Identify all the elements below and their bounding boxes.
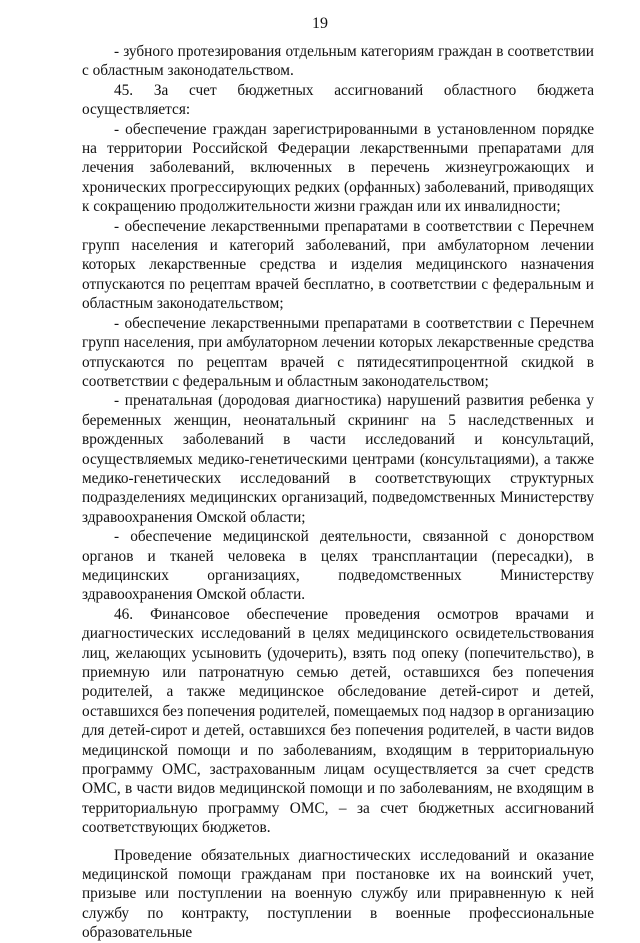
paragraph-dental-prosthetics: - зубного протезирования отдельным категориям граждан в соответствии с областным законодательством.: [82, 43, 594, 80]
document-body: [82, 42, 594, 943]
paragraph-free-medicines: - обеспечение лекарственными препаратами в соответствии с Перечнем групп населения и категорий заболеваний, при амбулаторном лечении которых лекарственные средства и изделия медицинского назначения отпускаются по рецептам врачей бесплатно, в соответствии с федеральным и областным законодательством;: [82, 217, 594, 313]
paragraph-organ-donation: - обеспечение медицинской деятельности, связанной с донорством органов и тканей человека в целях трансплантации (пересадки), в медицинских организациях, подведомственных Министерству здравоохранения Омской области.: [82, 528, 594, 604]
paragraph-prenatal-diagnostics: - пренатальная (дородовая диагностика) нарушений развития ребенка у беременных женщин, неонатальный скрининг на 5 наследственных и врожденных заболеваний в части исследований и консультаций, осуществляемых медико-генетическими центрами (консультациями), а также медико-генетических исследований в соответствующих структурных подразделениях медицинских организаций, подведомственных Министерству здравоохранения Омской области;: [82, 392, 594, 526]
paragraph-military-registration: Проведение обязательных диагностических исследований и оказание медицинской помощи гражданам при постановке их на воинский учет, призыве или поступлении на военную службу или приравненную к ней службу по контракту, поступлении в военные профессиональные образовательные: [82, 846, 594, 942]
paragraph-orphan-diseases: - обеспечение граждан зарегистрированными в установленном порядке на территории Российской Федерации лекарственными препаратами для лечения заболеваний, включенных в перечень жизнеугрожающих и хронических прогрессирующих редких (орфанных) заболеваний, приводящих к сокращению продолжительности жизни граждан или их инвалидности;: [82, 120, 594, 216]
paragraph-section-45: 45. За счет бюджетных ассигнований областного бюджета осуществляется:: [82, 81, 594, 119]
page-number: 19: [312, 15, 328, 32]
paragraph-section-46: 46. Финансовое обеспечение проведения осмотров врачами и диагностических исследований в целях медицинского освидетельствования лиц, желающих усыновить (удочерить), взять под опеку (попечительство), в приемную или патронатную семью детей, оставшихся без попечения родителей, а также медицинское обследование детей-сирот и детей, оставшихся без попечения родителей, помещаемых под надзор в организацию для детей-сирот и детей, оставшихся без попечения родителей, в части видов медицинской помощи и по заболеваниям, входящим в территориальную программу ОМС, застрахованным лицам осуществляется за счет средств ОМС, в части видов медицинской помощи и по заболеваниям, не входящим в территориальную программу ОМС, – за счет бюджетных ассигнований соответствующих бюджетов.: [82, 605, 594, 837]
paragraph-discount-medicines: - обеспечение лекарственными препаратами в соответствии с Перечнем групп населения, при амбулаторном лечении которых лекарственные средства отпускаются по рецептам врачей с пятидесятипроцентной скидкой в соответствии с федеральным и областным законодательством;: [82, 314, 594, 390]
